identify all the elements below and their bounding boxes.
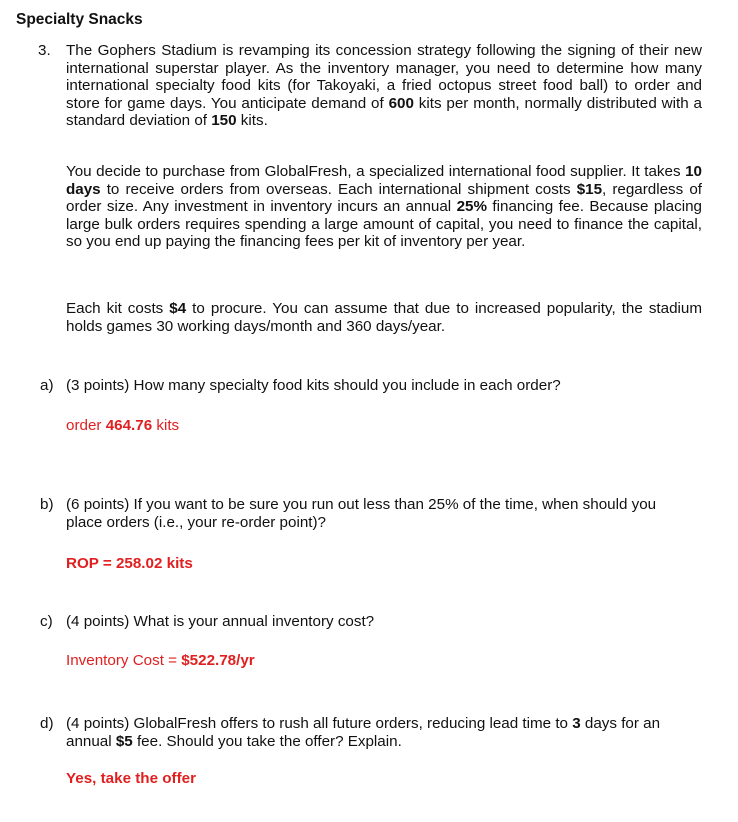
text-run: to receive orders from overseas. Each international shipment costs xyxy=(100,180,577,198)
part-c-answer xyxy=(66,652,255,670)
part-c-label: c) xyxy=(40,613,53,630)
text-run: order xyxy=(66,417,106,434)
emphasis-text: 10 days xyxy=(66,163,702,198)
question-paragraph-2 xyxy=(66,163,702,251)
text-run: (4 points) GlobalFresh offers to rush all future orders, reducing lead time to xyxy=(66,715,573,732)
emphasis-text: 600 xyxy=(388,94,414,112)
question-number: 3. xyxy=(38,42,51,59)
text-run: (6 points) If you want to be sure you run out less than 25% of the time, when should you place orders (i.e., your re-order point)? xyxy=(66,496,657,531)
emphasis-text: 3 xyxy=(572,715,581,732)
text-run: fee. Should you take the offer? Explain. xyxy=(132,732,402,750)
emphasis-text: 25% xyxy=(456,198,487,215)
part-a-label: a) xyxy=(40,377,54,394)
question-paragraph-3 xyxy=(66,300,702,335)
emphasis-text: $15 xyxy=(576,180,603,198)
part-d-question xyxy=(66,715,676,750)
text-run: Each kit costs xyxy=(66,300,170,317)
part-d-answer xyxy=(66,770,196,788)
text-run: You decide to purchase from GlobalFresh, a specialized international food supplier. It takes xyxy=(66,163,686,180)
section-title: Specialty Snacks xyxy=(16,11,143,28)
text-run: days for an annual xyxy=(66,715,661,750)
emphasis-text: 150 xyxy=(211,112,237,129)
text-run: (4 points) What is your annual inventory cost? xyxy=(66,613,375,630)
part-b-answer xyxy=(66,555,193,573)
emphasis-text: Yes, take the offer xyxy=(66,770,196,787)
text-run: financing fee. Because placing large bulk orders requires spending a large amount of capital, you need to finance the capital, so you end up paying the financing fees per kit of inventory per year. xyxy=(66,198,702,250)
question-paragraph-1 xyxy=(66,42,702,130)
text-run: , regardless of order size. Any investment in inventory incurs an annual xyxy=(66,180,702,215)
part-a-answer xyxy=(66,417,179,435)
part-b-question xyxy=(66,496,666,531)
text-run: kits xyxy=(152,417,180,434)
emphasis-text: $5 xyxy=(115,732,133,750)
text-run: The Gophers Stadium is revamping its concession strategy following the signing of their new international superstar player. As the inventory manager, you need to determine how many international specialty food kits (for Takoyaki, a fried octopus street food ball) to order and store for game days. You anticipate demand of xyxy=(66,42,702,112)
emphasis-text: $522.78/yr xyxy=(181,652,255,669)
text-run: kits per month, normally distributed with a standard deviation of xyxy=(66,94,702,129)
part-c-question xyxy=(66,613,706,631)
emphasis-text: 464.76 xyxy=(105,417,153,434)
part-a-question xyxy=(66,377,706,395)
part-b-label: b) xyxy=(40,496,54,513)
text-run: (3 points) How many specialty food kits should you include in each order? xyxy=(66,377,561,394)
emphasis-text: $4 xyxy=(169,300,187,317)
text-run: to procure. You can assume that due to increased popularity, the stadium holds games 30 working days/month and 360 days/year. xyxy=(66,300,702,335)
part-d-label: d) xyxy=(40,715,54,732)
text-run: Inventory Cost = xyxy=(66,652,182,669)
text-run: kits. xyxy=(236,112,268,129)
emphasis-text: ROP = 258.02 kits xyxy=(66,555,193,572)
